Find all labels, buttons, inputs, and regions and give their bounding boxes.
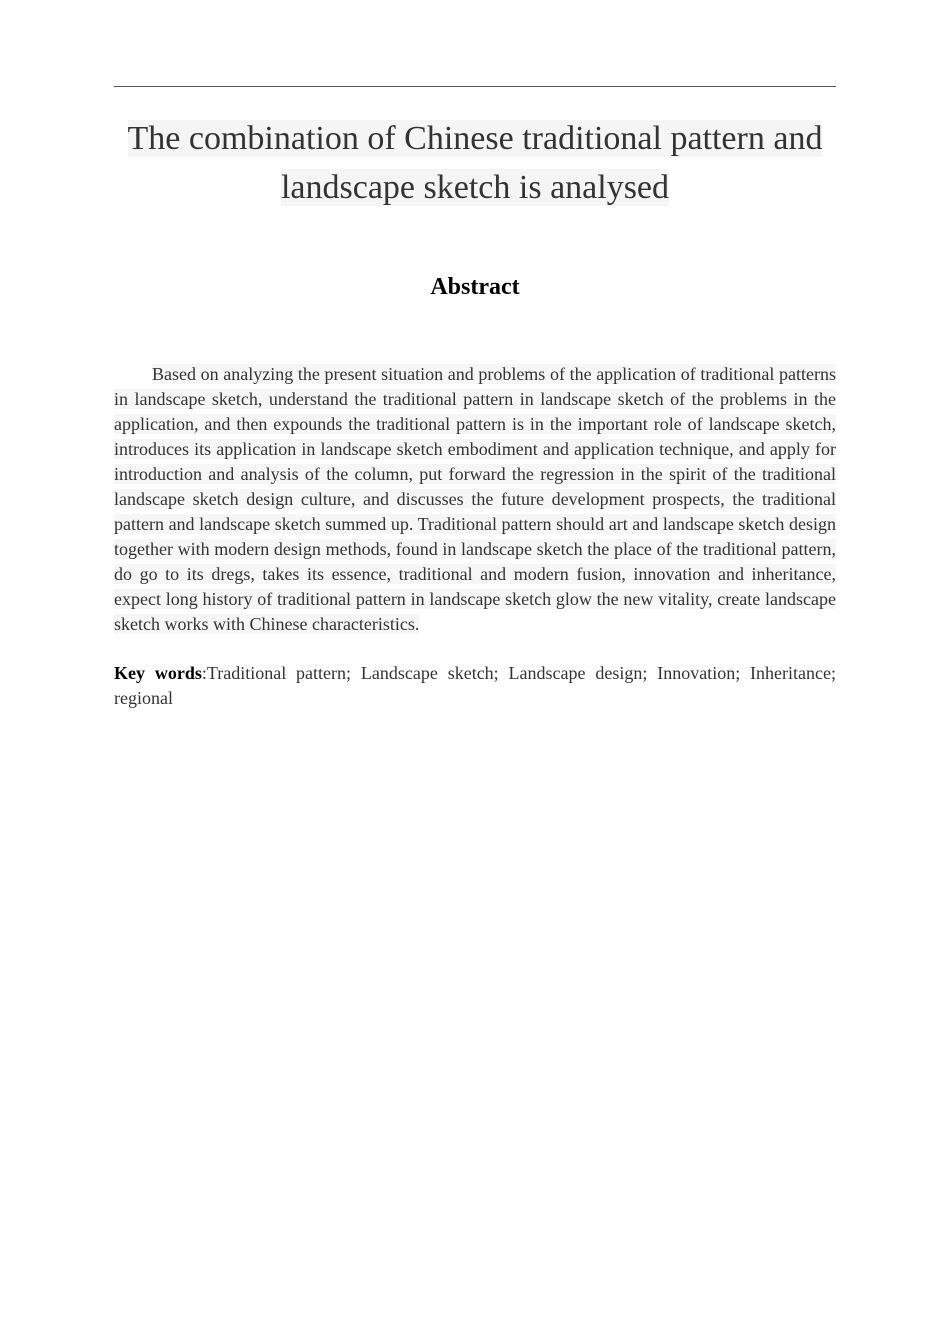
abstract-body (114, 362, 836, 637)
paper-title-text: The combination of Chinese traditional pattern and landscape sketch is analysed (127, 120, 823, 206)
abstract-heading: Abstract (430, 274, 520, 300)
keywords-label: Key words (114, 663, 202, 683)
paper-title (114, 114, 836, 212)
keywords (114, 661, 836, 711)
abstract-text: Based on analyzing the present situation and problems of the application of traditional patterns in landscape sketch, understand the traditional pattern in landscape sketch of the problems in the application, and then expounds the traditional pattern is in the important role of landscape sketch, introduces its application in landscape sketch embodiment and application technique, and apply for introduction and analysis of the column, put forward the regression in the spirit of the traditional landscape sketch design culture, and discusses the future development prospects, the traditional pattern and landscape sketch summed up. Traditional pattern should art and landscape sketch design together with modern design methods, found in landscape sketch the place of the traditional pattern, do go to its dregs, takes its essence, traditional and modern fusion, innovation and inheritance, expect long history of traditional pattern in landscape sketch glow the new vitality, create landscape sketch works with Chinese characteristics. (114, 364, 836, 634)
header-rule (114, 86, 836, 87)
keywords-text: :Traditional pattern; Landscape sketch; Landscape design; Innovation; Inheritance; regional (114, 663, 836, 708)
